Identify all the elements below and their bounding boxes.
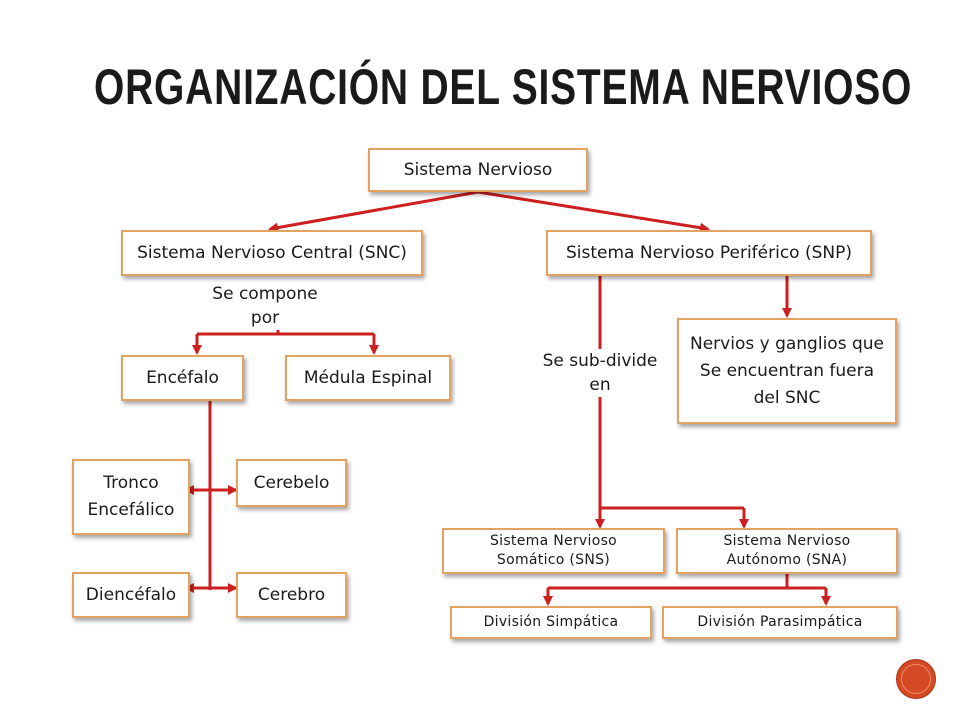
node-sna: Sistema Nervioso Autónomo (SNA) <box>676 528 898 574</box>
node-cerebelo: Cerebelo <box>236 459 347 507</box>
page-title: ORGANIZACIÓN DEL SISTEMA NERVIOSO <box>94 59 913 115</box>
node-cerebro: Cerebro <box>236 572 347 618</box>
node-sns: Sistema Nervioso Somático (SNS) <box>442 528 665 574</box>
node-nervios-ganglios: Nervios y ganglios que Se encuentran fuera del SNC <box>677 318 897 424</box>
node-diencefalo: Diencéfalo <box>72 572 190 618</box>
label-se-compone: Se compone por <box>204 282 326 330</box>
arrow-root-snp <box>478 192 708 229</box>
slide-number <box>897 660 935 698</box>
arrow-root-snc <box>270 192 478 229</box>
node-snp: Sistema Nervioso Periférico (SNP) <box>546 230 872 276</box>
node-division-simpatica: División Simpática <box>450 606 652 639</box>
label-se-subdivide: Se sub-divide en <box>528 349 672 397</box>
node-encefalo: Encéfalo <box>121 355 244 401</box>
slide-number-badge <box>896 659 936 699</box>
node-medula-espinal: Médula Espinal <box>285 355 451 401</box>
node-division-parasimpatica: División Parasimpática <box>662 606 898 639</box>
node-sistema-nervioso: Sistema Nervioso <box>368 148 588 192</box>
node-tronco-encefalico: Tronco Encefálico <box>72 459 190 535</box>
node-snc: Sistema Nervioso Central (SNC) <box>121 230 423 276</box>
